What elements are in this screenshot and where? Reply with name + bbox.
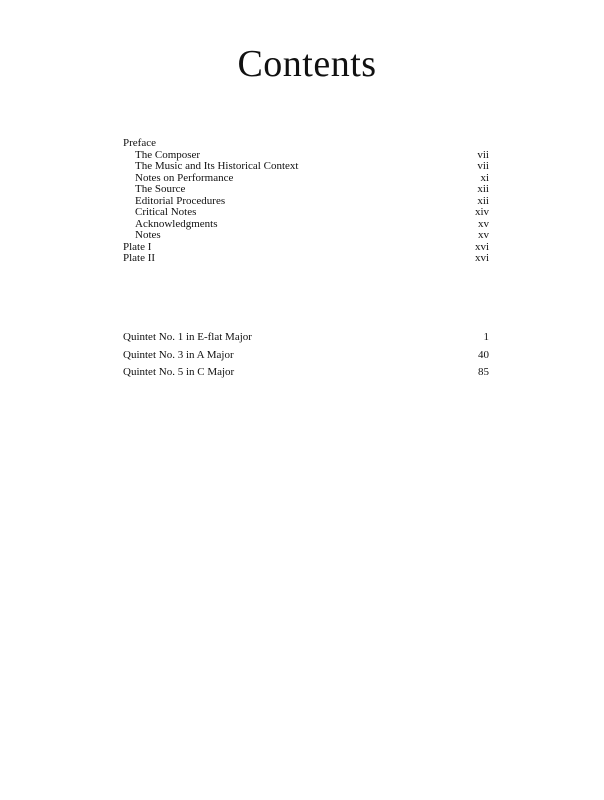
toc-entry-page: xii — [477, 194, 489, 207]
toc-entry-plate-ii — [123, 253, 489, 265]
toc-entry-label: Preface — [123, 137, 156, 149]
toc-entry-page: vii — [477, 148, 489, 161]
toc-entry-label: Plate II — [123, 252, 156, 264]
toc-entry-page: vii — [477, 160, 489, 172]
toc-entry-label: Quintet No. 5 in C Major — [123, 366, 235, 378]
toc-entry-page: xii — [477, 183, 489, 195]
toc-entry-page: xiv — [474, 206, 489, 218]
toc-entry-critical-notes — [123, 207, 489, 219]
toc-entry-page: xvi — [474, 252, 489, 264]
toc-entry-notes — [123, 230, 489, 242]
toc-entry-preface — [123, 138, 489, 150]
toc-entry-page: xv — [478, 229, 489, 241]
toc-entry-quintet-3 — [123, 347, 489, 365]
toc-entry-music-historical-context — [123, 161, 489, 173]
front-matter-list — [123, 138, 489, 265]
toc-entry-label: Editorial Procedures — [135, 194, 226, 207]
toc-entry-page: xvi — [474, 240, 489, 253]
toc-entry-label: Quintet No. 3 in A Major — [123, 348, 234, 361]
toc-entry-label: Notes — [135, 229, 161, 241]
toc-entry-label: The Music and Its Historical Context — [135, 160, 299, 172]
page-title: Contents — [237, 43, 377, 85]
toc-entry-label: Notes on Performance — [135, 171, 234, 184]
toc-entry-label: Plate I — [123, 240, 152, 253]
toc-entry-page: 1 — [483, 331, 489, 343]
toc-entry-acknowledgments — [123, 219, 489, 231]
toc-entry-label: Quintet No. 1 in E-flat Major — [123, 331, 252, 343]
toc-entry-label: Critical Notes — [135, 206, 197, 218]
toc-entry-the-source — [123, 184, 489, 196]
toc-entry-label: The Source — [135, 183, 186, 195]
toc-entry-page: xi — [480, 171, 489, 184]
works-list — [123, 329, 489, 382]
toc-entry-page: 85 — [478, 366, 489, 378]
toc-entry-label: The Composer — [135, 148, 201, 161]
toc-entry-label: Acknowledgments — [135, 217, 218, 230]
toc-entry-plate-i — [123, 242, 489, 254]
toc-entry-page: xv — [478, 217, 489, 230]
toc-entry-page: 40 — [478, 348, 489, 361]
toc-entry-quintet-5 — [123, 364, 489, 382]
toc-entry-quintet-1 — [123, 329, 489, 347]
